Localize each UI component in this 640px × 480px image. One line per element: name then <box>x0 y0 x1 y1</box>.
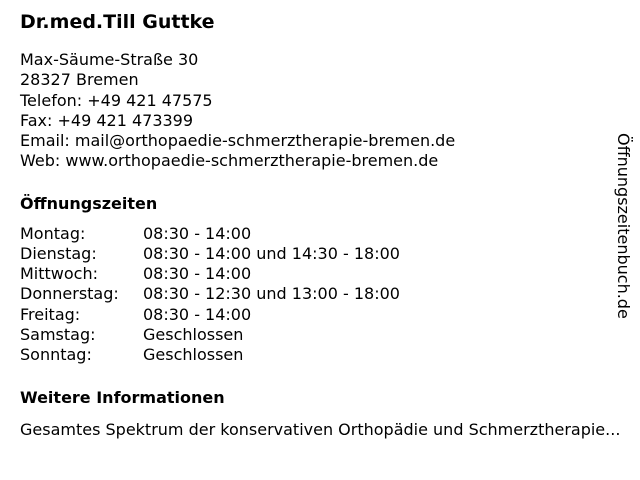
hours-row-friday <box>20 305 620 325</box>
city-address: 28327 Bremen <box>20 70 139 90</box>
opening-hours-heading: Öffnungszeiten <box>20 193 158 213</box>
day-label: Sonntag: <box>20 345 92 364</box>
listing-card <box>20 10 620 440</box>
website-address: Web: www.orthopaedie-schmerztherapie-bremen.de <box>20 151 439 171</box>
fax-number: Fax: +49 421 473399 <box>20 110 194 130</box>
site-watermark-label: Öffnungszeitenbuch.de <box>614 133 633 319</box>
day-label: Freitag: <box>20 304 81 324</box>
time-range: 08:30 - 14:00 <box>143 223 252 243</box>
day-label: Mittwoch: <box>20 264 98 284</box>
time-range: 08:30 - 14:00 und 14:30 - 18:00 <box>143 243 400 263</box>
day-label: Montag: <box>20 223 86 243</box>
time-range: Geschlossen <box>143 345 244 364</box>
day-label: Donnerstag: <box>20 284 119 304</box>
day-label: Dienstag: <box>20 243 97 263</box>
hours-row-tuesday <box>20 244 620 264</box>
time-range: 08:30 - 14:00 <box>143 264 252 284</box>
hours-row-monday <box>20 224 620 244</box>
hours-row-thursday <box>20 284 620 304</box>
day-label: Samstag: <box>20 324 96 344</box>
more-info-heading: Weitere Informationen <box>20 388 225 408</box>
hours-row-sunday <box>20 345 620 365</box>
description-text: Gesamtes Spektrum der konservativen Orthopädie und Schmerztherapie... <box>20 420 621 440</box>
time-range: 08:30 - 12:30 und 13:00 - 18:00 <box>143 284 400 304</box>
street-address: Max-Säume-Straße 30 <box>20 50 199 69</box>
opening-hours-list <box>20 224 620 365</box>
email-address: Email: mail@orthopaedie-schmerztherapie-bremen.de <box>20 131 456 151</box>
doctor-name: Dr.med.Till Guttke <box>20 11 215 33</box>
time-range: Geschlossen <box>143 324 244 344</box>
hours-row-wednesday <box>20 264 620 284</box>
contact-block <box>20 50 620 172</box>
phone-number: Telefon: +49 421 47575 <box>20 90 213 110</box>
time-range: 08:30 - 14:00 <box>143 304 252 324</box>
hours-row-saturday <box>20 325 620 345</box>
